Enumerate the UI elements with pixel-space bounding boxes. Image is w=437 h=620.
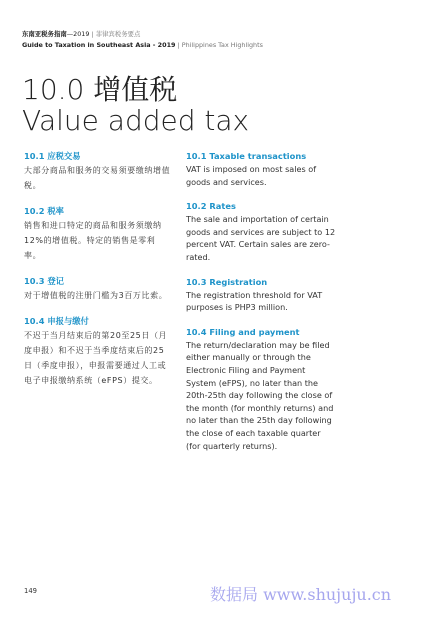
zh-section-taxable	[24, 150, 172, 193]
zh-section-text: 对于增值税的注册门槛为3百万比索。	[24, 291, 168, 300]
zh-section-heading: 10.2 税率	[24, 206, 64, 216]
zh-section-text: 销售和进口特定的商品和服务须缴纳12%的增值税。特定的销售是零利率。	[24, 221, 162, 260]
en-section-text: The registration threshold for VAT purposes is PHP3 million.	[186, 289, 323, 313]
header-en-title: Guide to Taxation in Southeast Asia - 2019	[22, 41, 176, 49]
en-section-heading: 10.3 Registration	[186, 276, 268, 287]
page-number: 149	[24, 587, 37, 595]
zh-section-heading: 10.4 申报与缴付	[24, 316, 89, 326]
header-zh-line	[22, 29, 263, 40]
en-section-taxable	[186, 150, 336, 188]
chapter-title	[22, 74, 249, 136]
en-section-text: The sale and importation of certain goods and services are subject to 12 percent VAT. Certain sales are zero-rated.	[186, 214, 336, 262]
en-section-heading: 10.2 Rates	[186, 201, 236, 212]
watermark: 数据局 www.shujuju.cn	[210, 585, 392, 604]
header-en-separator: |	[177, 41, 180, 49]
en-section-heading: 10.4 Filing and payment	[186, 326, 300, 337]
header-en-line	[22, 40, 263, 51]
en-section-rates	[186, 200, 336, 263]
en-section-text: The return/declaration may be filed either manually or through the Electronic Filing and Payment System (eFPS), no later than the 20th-25th day following the close of the month (for monthly returns) and no later than the 25th day following the close of each taxable quarter (for quarterly returns).	[186, 339, 334, 451]
en-section-heading: 10.1 Taxable transactions	[186, 151, 307, 161]
en-section-registration	[186, 276, 336, 314]
header-zh-year: —2019	[66, 30, 90, 38]
running-header	[22, 29, 263, 51]
zh-section-filing	[24, 315, 172, 388]
zh-section-text: 大部分商品和服务的交易须要缴纳增值税。	[24, 166, 171, 190]
english-column	[186, 150, 336, 464]
zh-section-heading: 10.3 登记	[24, 276, 64, 286]
zh-section-text: 不迟于当月结束后的第20至25日（月度申报）和不迟于当季度结束后的25日（季度申报），申报需要通过人工或电子申报缴纳系统（eFPS）提交。	[24, 331, 168, 385]
chapter-title-en: Value added tax	[22, 104, 250, 137]
zh-section-registration	[24, 275, 172, 303]
zh-section-rates	[24, 205, 172, 263]
header-en-subtitle: Philippines Tax Highlights	[181, 41, 263, 49]
header-zh-title: 东南亚税务指南	[22, 30, 67, 38]
en-section-filing	[186, 326, 336, 452]
header-zh-separator: |	[91, 30, 94, 38]
en-section-text: VAT is imposed on most sales of goods and services.	[186, 164, 317, 187]
zh-section-heading: 10.1 应税交易	[24, 151, 81, 161]
chapter-title-zh: 10.0 增值税	[22, 73, 178, 106]
chinese-column	[24, 150, 172, 400]
header-zh-subtitle: 菲律宾税务要点	[95, 30, 141, 38]
